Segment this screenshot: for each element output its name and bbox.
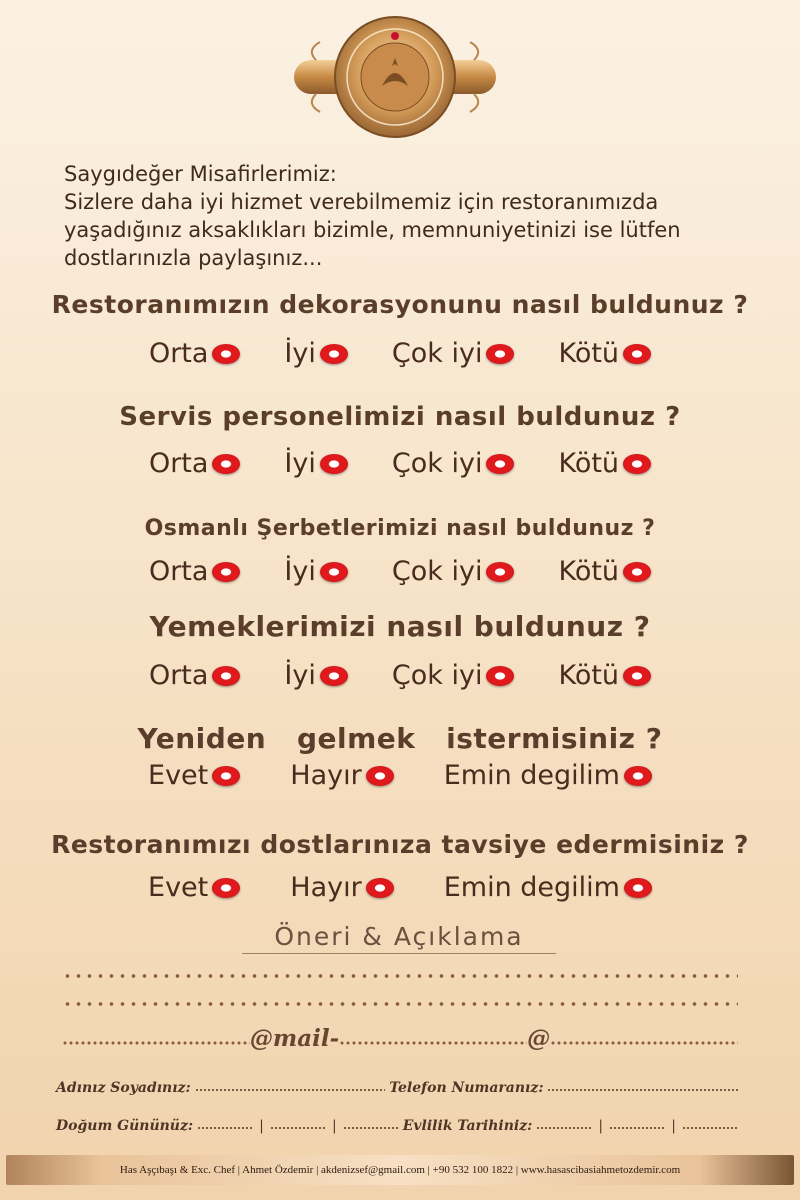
option-label: Kötü bbox=[558, 556, 620, 587]
option-cok-iyi[interactable] bbox=[392, 556, 515, 587]
anniversary-month-field[interactable] bbox=[609, 1126, 665, 1130]
date-separator: | bbox=[259, 1118, 264, 1134]
question-recommend: Restoranımızı dostlarınıza tavsiye edermisiniz ? bbox=[51, 830, 749, 859]
option-hayir[interactable] bbox=[290, 760, 393, 791]
options-sherbet bbox=[0, 556, 800, 587]
option-label: İyi bbox=[284, 660, 316, 691]
option-label: Emin degilim bbox=[443, 872, 620, 903]
question-sherbet: Osmanlı Şerbetlerimizi nasıl buldunuz ? bbox=[144, 516, 656, 541]
question-decoration: Restoranımızın dekorasyonunu nasıl buldunuz ? bbox=[51, 290, 749, 319]
anniversary-year-field[interactable] bbox=[682, 1126, 738, 1130]
intro-line-1: Sizlere daha iyi hizmet verebilmemiz için restoranımızda bbox=[64, 190, 659, 214]
options-recommend bbox=[0, 872, 800, 903]
name-field[interactable] bbox=[195, 1088, 386, 1092]
dates-row bbox=[56, 1110, 742, 1134]
radio-icon[interactable] bbox=[212, 766, 240, 786]
radio-icon[interactable] bbox=[623, 666, 651, 686]
option-label: Çok iyi bbox=[391, 556, 483, 587]
footer-text: Has Aşçıbaşı & Exc. Chef | Ahmet Özdemir | akdenizsef@gmail.com | +90 532 100 1822 | www.hasascibasiahmetozdemir.com bbox=[119, 1164, 681, 1176]
option-kotu[interactable] bbox=[558, 556, 651, 587]
question-service: Servis personelimizi nasıl buldunuz ? bbox=[119, 402, 681, 432]
option-orta[interactable] bbox=[149, 660, 240, 691]
footer-bar bbox=[6, 1155, 794, 1185]
option-label: Kötü bbox=[558, 448, 620, 479]
greeting: Saygıdeğer Misafirlerimiz: bbox=[64, 162, 337, 186]
radio-icon[interactable] bbox=[366, 766, 394, 786]
option-label: İyi bbox=[284, 556, 316, 587]
option-orta[interactable] bbox=[149, 556, 240, 587]
option-label: İyi bbox=[284, 448, 316, 479]
radio-icon[interactable] bbox=[320, 562, 348, 582]
options-service bbox=[0, 448, 800, 479]
restaurant-logo bbox=[290, 14, 500, 140]
option-cok-iyi[interactable] bbox=[392, 338, 515, 369]
option-orta[interactable] bbox=[149, 448, 240, 479]
options-decoration bbox=[0, 338, 800, 369]
option-label: Orta bbox=[148, 556, 209, 587]
option-label: Emin degilim bbox=[443, 760, 620, 791]
option-label: Kötü bbox=[558, 660, 620, 691]
option-label: Orta bbox=[148, 448, 209, 479]
phone-label: Telefon Numaranız: bbox=[389, 1080, 544, 1096]
phone-field[interactable] bbox=[547, 1088, 738, 1092]
email-fill-2[interactable] bbox=[339, 1040, 527, 1046]
option-iyi[interactable] bbox=[284, 660, 347, 691]
question-return: Yeniden gelmek istermisiniz ? bbox=[137, 722, 663, 755]
option-label: Çok iyi bbox=[391, 448, 483, 479]
radio-icon[interactable] bbox=[486, 454, 514, 474]
date-separator: | bbox=[671, 1118, 676, 1134]
email-label: @mail- bbox=[249, 1025, 340, 1052]
intro-line-2: yaşadığınız aksaklıkları bizimle, memnuniyetinizi ise lütfen bbox=[64, 218, 681, 242]
radio-icon[interactable] bbox=[320, 344, 348, 364]
option-label: Orta bbox=[148, 660, 209, 691]
option-cok-iyi[interactable] bbox=[392, 660, 515, 691]
radio-icon[interactable] bbox=[212, 454, 240, 474]
option-label: Kötü bbox=[558, 338, 620, 369]
option-kotu[interactable] bbox=[558, 448, 651, 479]
option-emin-degilim[interactable] bbox=[444, 760, 652, 791]
email-fill-3[interactable] bbox=[550, 1040, 738, 1046]
option-label: İyi bbox=[284, 338, 316, 369]
suggestions-heading: Öneri & Açıklama bbox=[242, 922, 556, 954]
radio-icon[interactable] bbox=[624, 766, 652, 786]
birthday-month-field[interactable] bbox=[270, 1126, 326, 1130]
radio-icon[interactable] bbox=[486, 666, 514, 686]
option-hayir[interactable] bbox=[290, 872, 393, 903]
options-food bbox=[0, 660, 800, 691]
option-kotu[interactable] bbox=[558, 338, 651, 369]
option-orta[interactable] bbox=[149, 338, 240, 369]
suggestion-line-1[interactable] bbox=[62, 972, 738, 980]
radio-icon[interactable] bbox=[623, 454, 651, 474]
radio-icon[interactable] bbox=[486, 562, 514, 582]
birthday-year-field[interactable] bbox=[343, 1126, 399, 1130]
option-kotu[interactable] bbox=[558, 660, 651, 691]
suggestion-line-2[interactable] bbox=[62, 1000, 738, 1008]
option-label: Çok iyi bbox=[391, 338, 483, 369]
option-iyi[interactable] bbox=[284, 556, 347, 587]
radio-icon[interactable] bbox=[486, 344, 514, 364]
option-evet[interactable] bbox=[148, 760, 240, 791]
radio-icon[interactable] bbox=[320, 454, 348, 474]
name-label: Adınız Soyadınız: bbox=[56, 1080, 191, 1096]
at-sign: @ bbox=[527, 1025, 551, 1052]
intro-line-3: dostlarınızla paylaşınız... bbox=[64, 246, 323, 270]
anniversary-label: Evlilik Tarihiniz: bbox=[402, 1118, 533, 1134]
question-food: Yemeklerimizi nasıl buldunuz ? bbox=[149, 610, 651, 643]
contact-row bbox=[56, 1072, 742, 1096]
option-label: Orta bbox=[148, 338, 209, 369]
options-return bbox=[0, 760, 800, 791]
birthday-label: Doğum Gününüz: bbox=[56, 1118, 194, 1134]
email-fill-1[interactable] bbox=[62, 1040, 250, 1046]
radio-icon[interactable] bbox=[212, 344, 240, 364]
radio-icon[interactable] bbox=[320, 666, 348, 686]
radio-icon[interactable] bbox=[212, 562, 240, 582]
option-iyi[interactable] bbox=[284, 338, 347, 369]
email-row[interactable] bbox=[62, 1022, 738, 1052]
option-cok-iyi[interactable] bbox=[392, 448, 515, 479]
anniversary-day-field[interactable] bbox=[536, 1126, 592, 1130]
date-separator: | bbox=[331, 1118, 337, 1134]
radio-icon[interactable] bbox=[623, 562, 651, 582]
radio-icon[interactable] bbox=[212, 878, 240, 898]
radio-icon[interactable] bbox=[212, 666, 240, 686]
intro-text bbox=[64, 160, 754, 272]
option-label: Hayır bbox=[290, 760, 362, 791]
radio-icon[interactable] bbox=[624, 878, 652, 898]
option-emin-degilim[interactable] bbox=[444, 872, 652, 903]
option-iyi[interactable] bbox=[284, 448, 347, 479]
option-label: Çok iyi bbox=[391, 660, 483, 691]
option-evet[interactable] bbox=[148, 872, 240, 903]
date-separator: | bbox=[598, 1118, 604, 1134]
option-label: Evet bbox=[148, 760, 209, 791]
birthday-day-field[interactable] bbox=[197, 1126, 253, 1130]
option-label: Hayır bbox=[290, 872, 362, 903]
option-label: Evet bbox=[148, 872, 209, 903]
radio-icon[interactable] bbox=[366, 878, 394, 898]
radio-icon[interactable] bbox=[623, 344, 651, 364]
